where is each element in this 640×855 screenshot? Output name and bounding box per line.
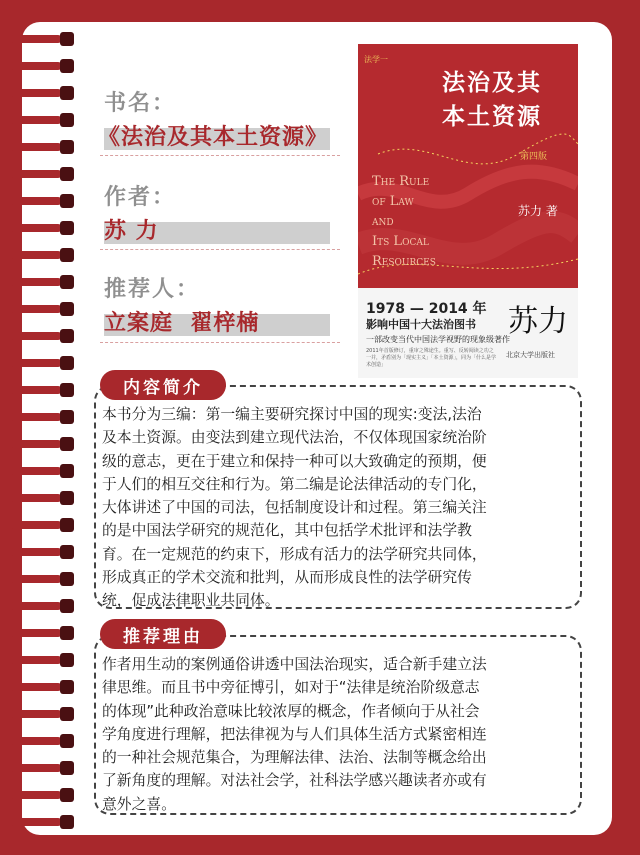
- spiral-ring: [10, 381, 70, 397]
- text-line: 大体讲述了中国的司法，包括制度设计和过程。第三编关注: [102, 499, 487, 517]
- divider: [100, 249, 340, 250]
- cover-english-line: Resources: [372, 254, 436, 269]
- cover-english-line: The Rule: [372, 174, 430, 189]
- cover-title-line: 法治及其: [442, 69, 542, 96]
- reason-box: [94, 635, 582, 815]
- divider: [100, 155, 340, 156]
- spiral-ring: [10, 138, 70, 154]
- cover-edition: 第四版: [520, 152, 548, 162]
- cover-publisher: 北京大学出版社: [506, 351, 555, 359]
- spiral-ring: [10, 786, 70, 802]
- text-line: 级的意志，更在于建立和保持一种可以大致确定的预期，便: [102, 452, 487, 470]
- spiral-ring: [10, 192, 70, 208]
- spiral-ring: [10, 300, 70, 316]
- cover-title: [442, 66, 542, 134]
- spiral-ring: [10, 246, 70, 262]
- spiral-ring: [10, 219, 70, 235]
- spiral-ring: [10, 813, 70, 829]
- recommender-label: 推荐人：: [104, 277, 201, 302]
- spiral-ring: [10, 354, 70, 370]
- divider: [100, 342, 340, 343]
- title-label: 书名：: [104, 91, 177, 116]
- spiral-ring: [10, 543, 70, 559]
- spiral-ring: [10, 462, 70, 478]
- cover-rank: 影响中国十大法治图书: [366, 318, 476, 331]
- cover-english-title: [372, 172, 436, 272]
- summary-text: [102, 403, 487, 613]
- text-line: 学角度进行理解，把法律视为与人们具体生活方式紧密相连: [102, 725, 487, 743]
- text-line: 律思维。而且书中旁征博引，如对于“法律是统治阶级意志: [102, 679, 480, 697]
- cover-years: 1978 — 2014 年: [366, 301, 487, 317]
- spiral-ring: [10, 30, 70, 46]
- reason-heading: 推荐理由: [100, 619, 226, 649]
- cover-bottom-band: [358, 288, 578, 378]
- spiral-ring: [10, 759, 70, 775]
- text-line: 统，促成法律职业共同体。: [102, 592, 280, 610]
- spiral-ring: [10, 651, 70, 667]
- text-line: 的体现”此种政治意味比较浓厚的概念，作者倾向于从社会: [102, 702, 480, 720]
- spiral-ring: [10, 516, 70, 532]
- spiral-ring: [10, 84, 70, 100]
- text-line: 意外之喜。: [102, 795, 176, 813]
- text-line: 于人们的相互交往和行为。第二编是论法律活动的专门化，: [102, 475, 487, 493]
- summary-heading: 内容简介: [100, 370, 226, 400]
- recommender-names: 立案庭 翟梓楠: [104, 311, 260, 336]
- spiral-ring: [10, 111, 70, 127]
- cover-english-line: and: [372, 214, 394, 229]
- cover-author: 苏力 著: [518, 204, 558, 218]
- spiral-ring: [10, 732, 70, 748]
- text-line: 的一种社会规范集合，为理解法律、法治、法制等概念给出: [102, 749, 487, 767]
- spiral-binding: [0, 30, 80, 830]
- spiral-ring: [10, 327, 70, 343]
- book-title: 《法治及其本土资源》: [98, 125, 329, 150]
- text-line: 育。在一定规范的约束下，形成有活力的法学研究共同体，: [102, 545, 487, 563]
- cover-tagline: 一部改变当代中国法学视野的现象级著作: [366, 335, 510, 344]
- spiral-ring: [10, 489, 70, 505]
- cover-spine-text: 法学一: [364, 55, 388, 64]
- text-line: 作者用生动的案例通俗讲透中国法治现实，适合新手建立法: [102, 656, 487, 673]
- text-line: 的是中国法学研究的规范化，其中包括学术批评和法学教: [102, 522, 472, 540]
- text-line: 本书分为三编：第一编主要研究探讨中国的现实:变法,法治: [102, 406, 482, 423]
- spiral-ring: [10, 597, 70, 613]
- spiral-ring: [10, 57, 70, 73]
- spiral-ring: [10, 165, 70, 181]
- book-author: 苏 力: [104, 219, 159, 244]
- spiral-ring: [10, 705, 70, 721]
- cover-fine-print: 2011年首版修订，重审之殊途生。重写、反转阅读之功之一并，矛盾别为「现实主义」「本土资源」，同为「什么是学术创造」: [366, 348, 497, 368]
- book-cover: [358, 44, 578, 378]
- spiral-ring: [10, 408, 70, 424]
- cover-english-line: of Law: [372, 194, 414, 209]
- summary-box: [94, 385, 582, 609]
- reason-text: [102, 653, 487, 816]
- spiral-ring: [10, 435, 70, 451]
- spiral-ring: [10, 624, 70, 640]
- author-label: 作者：: [104, 185, 177, 210]
- spiral-ring: [10, 273, 70, 289]
- cover-signature: 苏力: [508, 304, 568, 339]
- text-line: 了新角度的理解。对法社会学，社科法学感兴趣读者亦或有: [102, 772, 487, 790]
- cover-title-line: 本土资源: [442, 103, 542, 130]
- spiral-ring: [10, 570, 70, 586]
- text-line: 形成真正的学术交流和批判，从而形成良性的法学研究传: [102, 569, 472, 587]
- spiral-ring: [10, 678, 70, 694]
- cover-english-line: Its Local: [372, 234, 429, 249]
- text-line: 及本土资源。由变法到建立现代法治，不仅体现国家统治阶: [102, 429, 487, 447]
